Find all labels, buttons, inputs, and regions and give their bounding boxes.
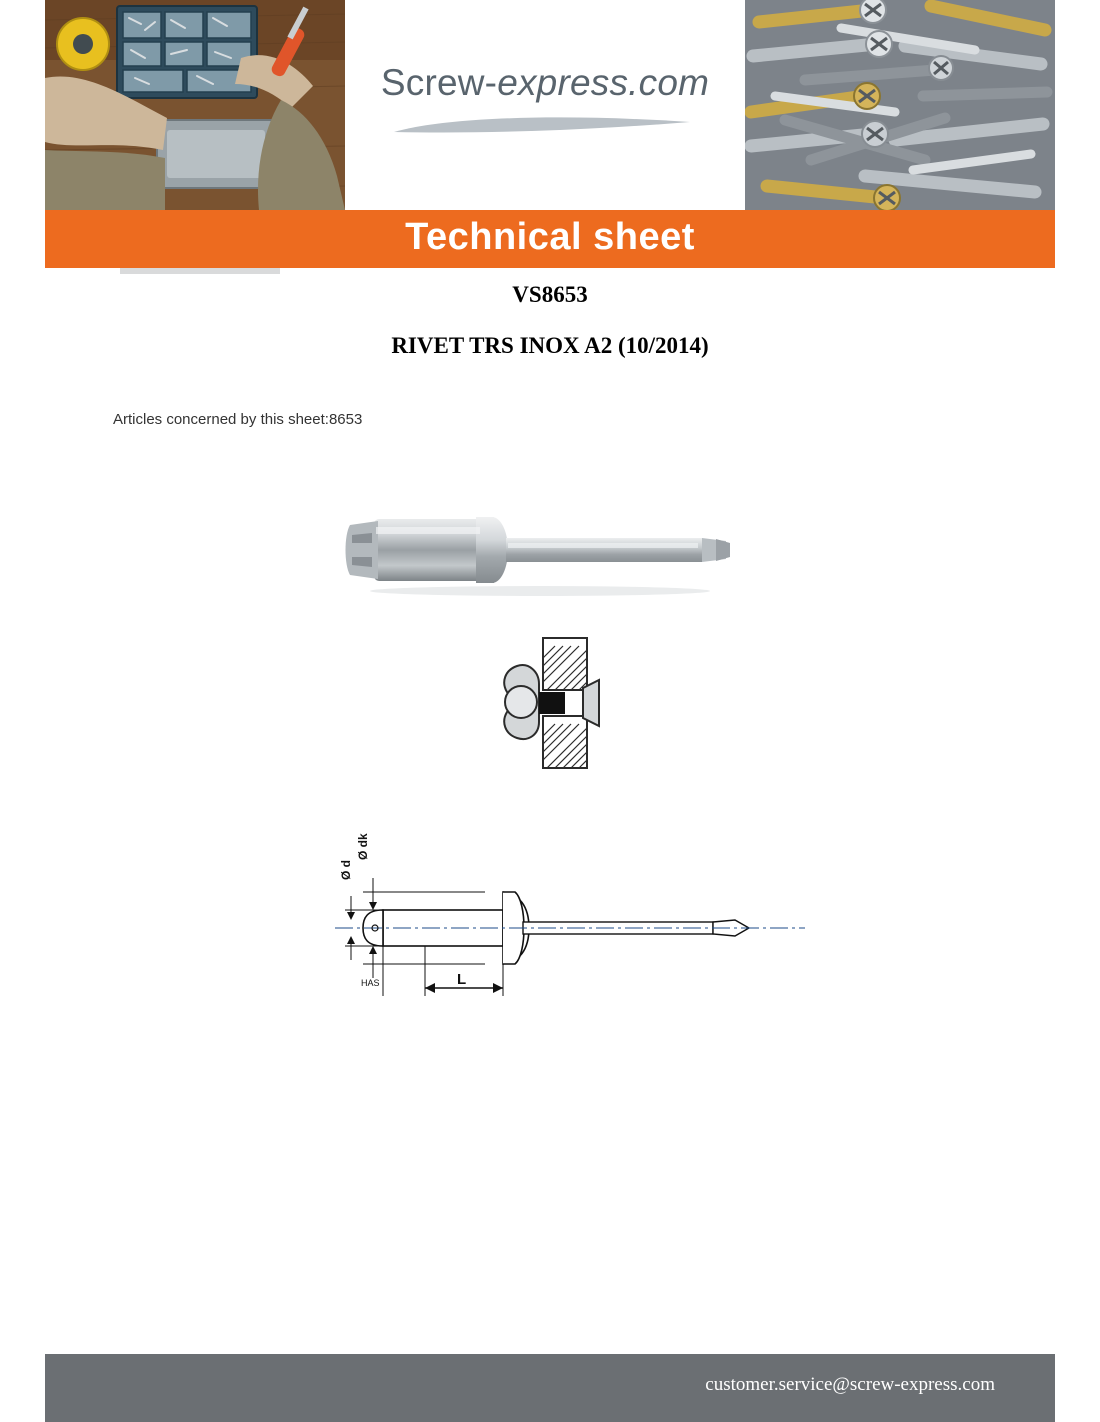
page-margin-left bbox=[0, 0, 45, 1422]
logo-swoosh-icon bbox=[390, 112, 700, 138]
label-diameter-dk: Ø dk bbox=[356, 833, 370, 860]
document-reference: VS8653 bbox=[512, 282, 588, 307]
dimension-drawing bbox=[305, 820, 825, 1020]
page-header bbox=[45, 0, 1055, 268]
page-title: RIVET TRS INOX A2 (10/2014) bbox=[391, 333, 709, 358]
logo-secondary-text: express.com bbox=[497, 62, 710, 103]
header-underline bbox=[120, 268, 280, 274]
customer-service-email[interactable]: customer.service@screw-express.com bbox=[705, 1374, 995, 1395]
screws-pile-photo bbox=[745, 0, 1055, 210]
label-diameter-d: Ø d bbox=[339, 860, 353, 880]
site-logo bbox=[345, 62, 745, 104]
logo-primary-text: Screw bbox=[380, 62, 485, 103]
articles-concerned-text: Articles concerned by this sheet:8653 bbox=[113, 411, 363, 428]
logo-separator: - bbox=[484, 62, 498, 103]
product-photo bbox=[340, 495, 770, 605]
page-footer bbox=[45, 1354, 1055, 1422]
logo-area bbox=[345, 0, 745, 210]
label-has: HAS bbox=[361, 978, 380, 988]
banner-title: Technical sheet bbox=[405, 216, 695, 258]
page-margin-right bbox=[1055, 0, 1100, 1422]
joint-section-drawing bbox=[495, 630, 615, 775]
label-length-l: L bbox=[457, 971, 467, 988]
workbench-photo bbox=[45, 0, 345, 210]
